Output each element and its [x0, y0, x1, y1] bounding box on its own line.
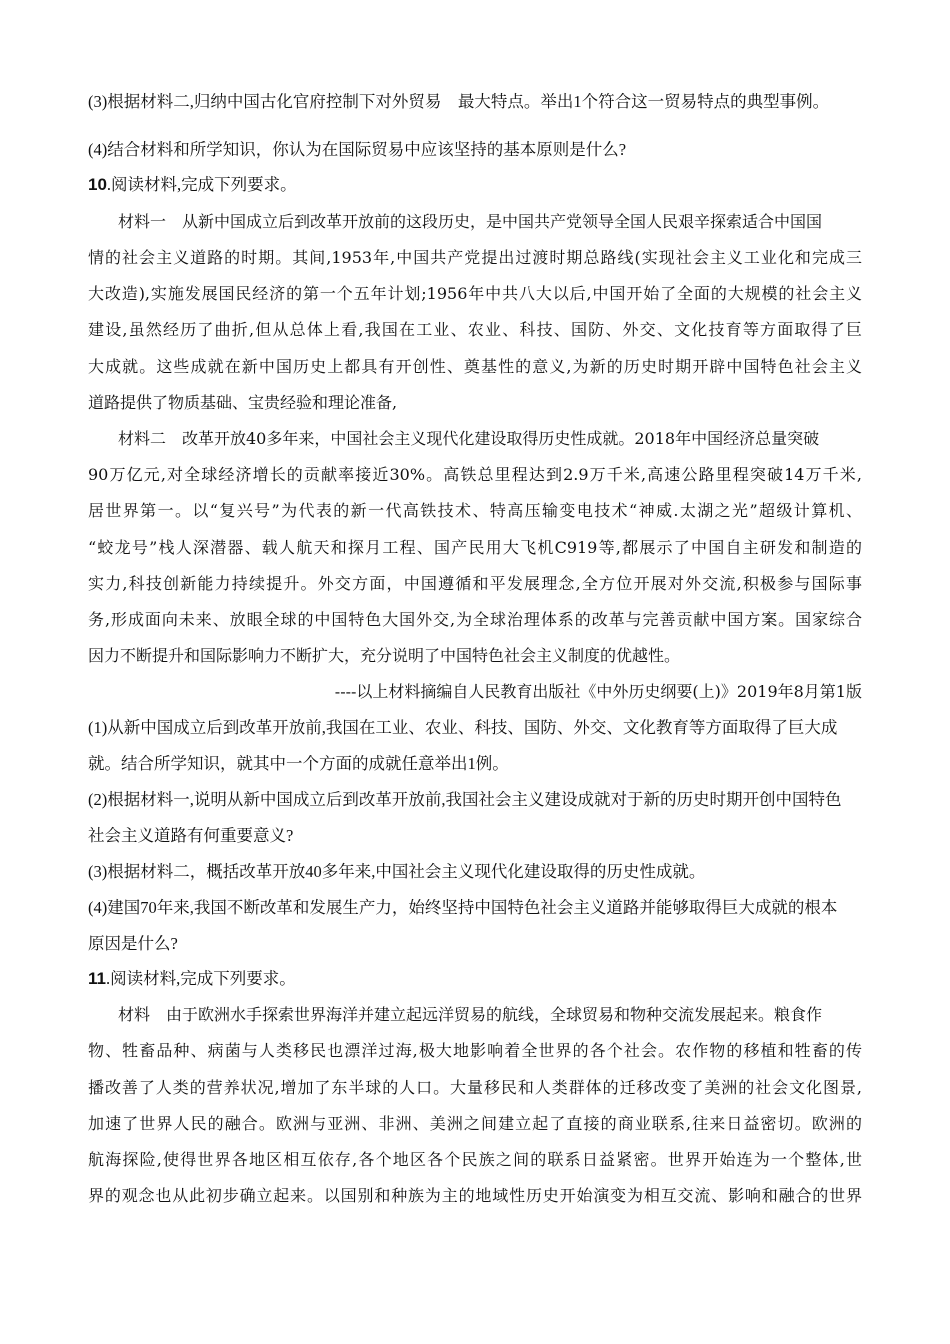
q10-sub4: (4)建国70年来,我国不断改革和发展生产力，始终坚持中国特色社会主义道路并能够取得巨大成就的根本 [88, 898, 838, 917]
q10-m2-line: 实力,科技创新能力持续提升。外交方面，中国遵循和平发展理念,全方位开展对外交流,积极参与国际事 [88, 574, 862, 593]
q10-sub3: (3)根据材料二，概括改革开放40多年来,中国社会主义现代化建设取得的历史性成就。 [88, 862, 706, 881]
q11-material-line: 航海探险,使得世界各地区相互依存,各个地区各个民族之间的联系日益紧密。世界开始连为一个整体,世 [88, 1150, 862, 1169]
q10-instruction: .阅读材料,完成下列要求。 [106, 175, 297, 194]
q10-m2-line: 务,形成面向未来、放眼全球的中国特色大国外交,为全球治理体系的改革与完善贡献中国方案。国家综合 [88, 610, 862, 629]
q10-sub2: (2)根据材料一,说明从新中国成立后到改革开放前,我国社会主义建设成就对于新的历史时期开创中国特色 [88, 790, 842, 809]
q10-m1-line: 建设,虽然经历了曲折,但从总体上看,我国在工业、农业、科技、国防、外交、文化技育等方面取得了巨 [88, 320, 862, 339]
q10-number: 10 [88, 175, 107, 194]
q10-m1-line: 情的社会主义道路的时期。其间,1953年,中国共产党提出过渡时期总路线(实现社会主义工业化和完成三 [88, 248, 862, 267]
q10-m2-line: 90万亿元,对全球经济增长的贡献率接近30%。高铁总里程达到2.9万千米,高速公路里程突破14万千米, [88, 465, 862, 484]
q10-m2-line: 材料二 改革开放40多年来，中国社会主义现代化建设取得历史性成就。2018年中国经济总量突破 [118, 429, 820, 448]
q10-m2-line: “蛟龙号”栈人深潜器、载人航天和探月工程、国产民用大飞机C919等,都展示了中国自主研发和制造的 [88, 538, 862, 557]
q10-source: ----以上材料摘编自人民教育出版社《中外历史纲要(上)》2019年8月第1版 [334, 682, 862, 701]
q10-m1-line: 材料一 从新中国成立后到改革开放前的这段历史，是中国共产党领导全国人民艰辛探索适合中国国 [118, 212, 823, 231]
q10-m2-line: 因力不断提升和国际影响力不断扩大，充分说明了中国特色社会主义制度的优越性。 [88, 646, 681, 665]
q10-m1-line: 大改造),实施发展国民经济的第一个五年计划;1956年中共八大以后,中国开始了全面的大规模的社会主义 [88, 284, 862, 303]
q11-instruction: .阅读材料,完成下列要求。 [105, 969, 296, 988]
q10-header [88, 173, 862, 197]
q11-material-line: 播改善了人类的营养状况,增加了东半球的人口。大量移民和人类群体的迁移改变了美洲的社会文化图景, [88, 1078, 862, 1097]
q11-material-line: 物、牲畜品种、病菌与人类移民也漂洋过海,极大地影响着全世界的各个社会。农作物的移植和牲畜的传 [88, 1041, 862, 1060]
q11-number: 11 [88, 969, 106, 988]
q9-sub3: (3)根据材料二,归纳中国古化官府控制下对外贸易 最大特点。举出1个符合这一贸易特点的典型事例。 [88, 92, 830, 111]
q10-sub2: 社会主义道路有何重要意义? [88, 826, 294, 845]
q10-sub4: 原因是什么? [88, 934, 178, 953]
q10-sub1: (1)从新中国成立后到改革开放前,我国在工业、农业、科技、国防、外交、文化教育等方面取得了巨大成 [88, 718, 838, 737]
q11-header [88, 967, 862, 991]
q10-sub1: 就。结合所学知识，就其中一个方面的成就任意举出1例。 [88, 754, 509, 773]
q11-material-line: 材料 由于欧洲水手探索世界海洋并建立起远洋贸易的航线，全球贸易和物种交流发展起来。粮食作 [118, 1005, 823, 1024]
q9-sub4: (4)结合材料和所学知识，你认为在国际贸易中应该坚持的基本原则是什么? [88, 140, 627, 159]
q11-material-line: 界的观念也从此初步确立起来。以国别和种族为主的地域性历史开始演变为相互交流、影响和融合的世界 [88, 1186, 862, 1205]
q11-material-line: 加速了世界人民的融合。欧洲与亚洲、非洲、美洲之间建立起了直接的商业联系,往来日益密切。欧洲的 [88, 1114, 862, 1133]
q10-m1-line: 大成就。这些成就在新中国历史上都具有开创性、奠基性的意义,为新的历史时期开辟中国特色社会主义 [88, 357, 862, 376]
q10-m2-line: 居世界第一。以“复兴号”为代表的新一代高铁技术、特高压输变电技术“神威.太湖之光”超级计算机、 [88, 501, 862, 520]
q10-m1-line: 道路提供了物质基础、宝贵经验和理论准备, [88, 393, 398, 412]
